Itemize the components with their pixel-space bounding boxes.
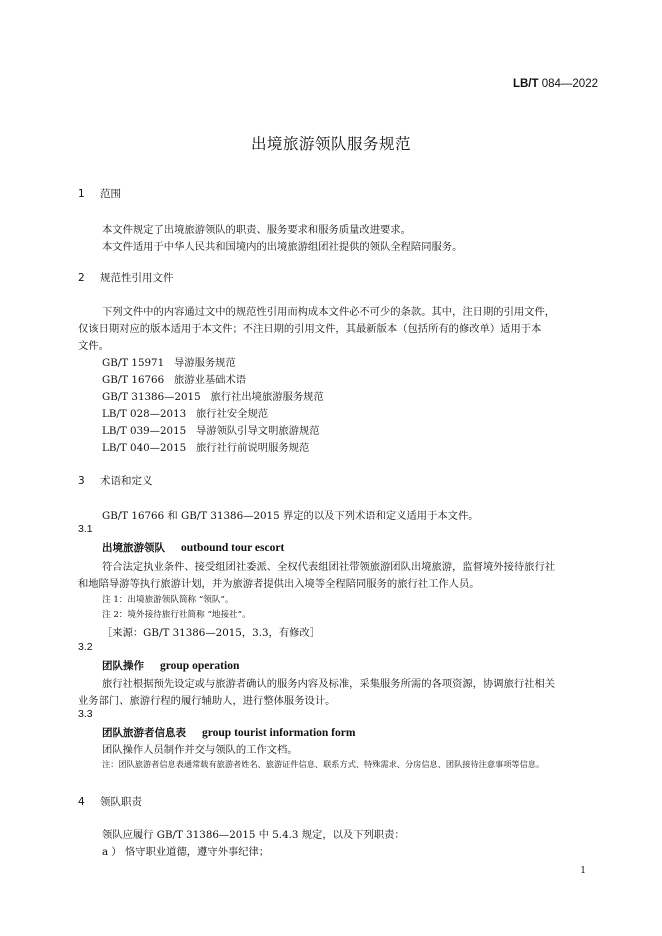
term-title: 出境旅游领队 outbound tour escort [102,542,285,554]
section-2-heading: 2 规范性引用文件 [78,272,174,284]
page-number: 1 [580,866,586,876]
section-2-intro-2: 仅该日期对应的版本适用于本文件；不注日期的引用文件，其最新版本（包括所有的修改单）适用于本 [78,323,542,335]
reference-item: LB/T 039—2015 导游领队引导文明旅游规范 [102,425,320,437]
term-number: 3.1 [78,523,93,535]
section-3-heading: 3 术语和定义 [78,475,153,487]
term-note: 注：团队旅游者信息表通常载有旅游者姓名、旅游证件信息、联系方式、特殊需求、分房信息、团队接待注意事项等信息。 [102,759,545,769]
document-title: 出境旅游领队服务规范 [250,135,411,153]
term-note: 注 1：出境旅游领队简称 “领队”。 [102,595,234,605]
reference-item: GB/T 15971 导游服务规范 [102,357,236,369]
term-note: 注 2：境外接待旅行社简称 “地接社”。 [102,610,251,620]
term-title: 团队操作 group operation [102,660,240,672]
reference-item: GB/T 31386—2015 旅行社出境旅游服务规范 [102,391,324,403]
section-2-intro-3: 文件。 [78,340,109,352]
term-definition-line: 业务部门、旅游行程的履行辅助人，进行整体服务设计。 [78,695,336,707]
section-3-intro: GB/T 16766 和 GB/T 31386—2015 界定的以及下列术语和定义适用于本文件。 [102,510,479,522]
term-definition-line: 符合法定执业条件、接受组团社委派、全权代表组团社带领旅游团队出境旅游，监督境外接待旅行社 [102,561,556,573]
term-source: ［来源：GB/T 31386—2015，3.3，有修改］ [102,627,321,639]
term-number: 3.2 [78,641,93,653]
section-4-heading: 4 领队职责 [78,796,142,808]
reference-item: LB/T 028—2013 旅行社安全规范 [102,408,269,420]
term-number: 3.3 [78,708,93,720]
term-definition-line: 团队操作人员制作并交与领队的工作文档。 [102,744,298,756]
section-2-intro-1: 下列文件中的内容通过文中的规范性引用而构成本文件必不可少的条款。其中，注日期的引用文件， [102,306,556,318]
standard-number: LB/T 084—2022 [512,78,598,90]
section-1-heading: 1 范围 [78,188,121,200]
reference-item: GB/T 16766 旅游业基础术语 [102,374,247,386]
section-1-para-1: 本文件规定了出境旅游领队的职责、服务要求和服务质量改进要求。 [102,224,411,236]
term-definition-line: 旅行社根据预先设定或与旅游者确认的服务内容及标准，采集服务所需的各项资源，协调旅行社相关 [102,678,556,690]
term-definition-line: 和地陪导游等执行旅游计划，并为旅游者提供出入境等全程陪同服务的旅行社工作人员。 [78,578,480,590]
section-1-para-2: 本文件适用于中华人民共和国境内的出境旅游组团社提供的领队全程陪同服务。 [102,241,463,253]
term-title: 团队旅游者信息表 group tourist information form [102,727,356,739]
list-item-a: a ） 恪守职业道德，遵守外事纪律； [102,846,270,858]
reference-item: LB/T 040—2015 旅行社行前说明服务规范 [102,442,310,454]
section-4-intro: 领队应履行 GB/T 31386—2015 中 5.4.3 规定，以及下列职责： [102,829,405,841]
